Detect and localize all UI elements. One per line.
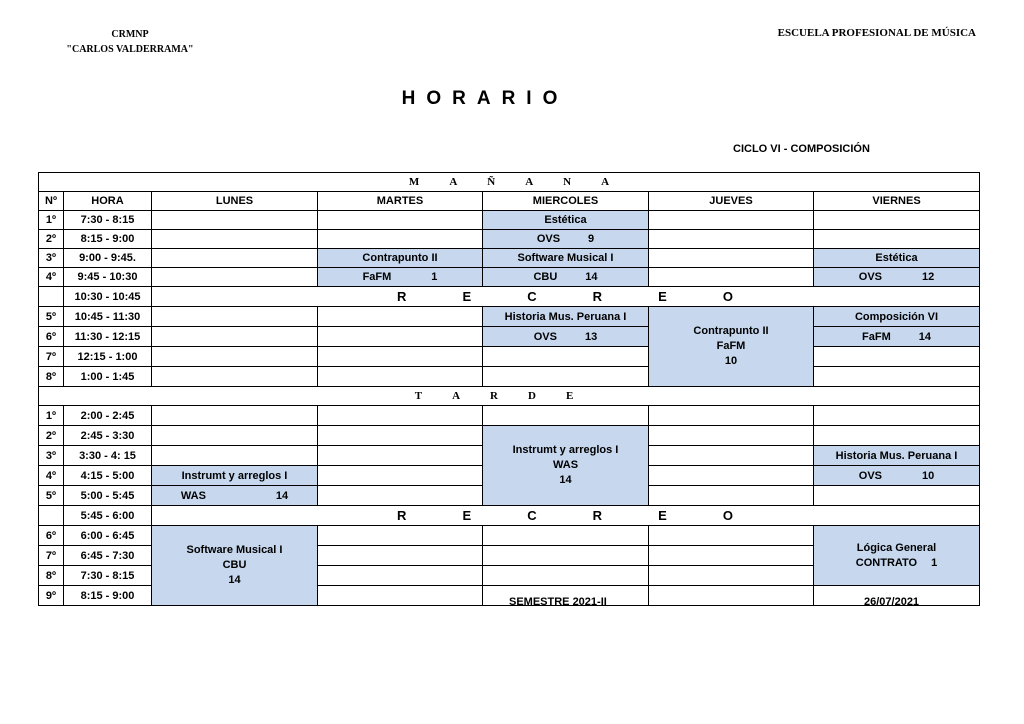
band-letter: R — [490, 390, 498, 402]
course-contrapunto-mar-name: Contrapunto II — [318, 249, 483, 268]
empty-cell — [814, 426, 980, 446]
empty-cell — [152, 446, 318, 466]
empty-cell — [814, 406, 980, 426]
tarde-letters — [39, 390, 980, 402]
recreo-row — [39, 287, 980, 307]
course-software-mie-detail — [483, 268, 649, 287]
row-number: 9º — [39, 586, 64, 606]
course-estetica-vie-detail — [814, 268, 980, 287]
org-name — [0, 27, 260, 57]
recreo-letter: E — [462, 289, 472, 304]
empty-cell — [814, 211, 980, 230]
col-header-miercoles: MIERCOLES — [483, 192, 649, 211]
row-number: 5º — [39, 307, 64, 327]
empty-cell — [318, 566, 483, 586]
row-number: 3º — [39, 446, 64, 466]
row-hora: 1:00 - 1:45 — [64, 367, 152, 387]
empty-cell — [318, 446, 483, 466]
course-teacher: FaFM — [716, 340, 746, 352]
empty-cell — [318, 426, 483, 446]
row-number: 3º — [39, 249, 64, 268]
course-room: 14 — [559, 474, 572, 486]
row-number: 6º — [39, 327, 64, 347]
manana-band — [39, 173, 980, 192]
row-hora: 5:45 - 6:00 — [64, 506, 152, 526]
ciclo-label: CICLO VI - COMPOSICIÓN — [733, 143, 870, 155]
course-historia-mie-name: Historia Mus. Peruana I — [483, 307, 649, 327]
row-hora: 2:00 - 2:45 — [64, 406, 152, 426]
table-row — [39, 526, 980, 546]
tarde-band — [39, 387, 980, 406]
row-number: 7º — [39, 347, 64, 367]
row-hora: 9:45 - 10:30 — [64, 268, 152, 287]
course-instrumt-mie — [483, 426, 649, 506]
course-estetica-mie-name: Estética — [483, 211, 649, 230]
table-row — [39, 426, 980, 446]
school-name: ESCUELA PROFESIONAL DE MÚSICA — [777, 27, 976, 39]
band-letter: A — [601, 176, 610, 188]
empty-cell — [318, 546, 483, 566]
course-room: 1 — [431, 271, 438, 283]
course-teacher: OVS — [858, 271, 882, 283]
empty-cell — [649, 486, 814, 506]
empty-cell — [649, 249, 814, 268]
band-letter: N — [563, 176, 572, 188]
empty-cell — [649, 230, 814, 249]
row-hora: 7:30 - 8:15 — [64, 211, 152, 230]
course-room: 13 — [584, 330, 598, 343]
col-header-hora: HORA — [64, 192, 152, 211]
row-number: 7º — [39, 546, 64, 566]
empty-cell — [152, 426, 318, 446]
recreo-letter: E — [658, 508, 667, 523]
page-title: HORARIO — [401, 88, 569, 109]
band-letter: Ñ — [487, 176, 496, 188]
recreo-letter: O — [722, 508, 733, 523]
empty-cell — [649, 406, 814, 426]
table-row — [39, 327, 980, 347]
course-instrumt-lun-name: Instrumt y arreglos I — [152, 466, 318, 486]
empty-cell — [814, 486, 980, 506]
band-letter: T — [414, 390, 423, 402]
empty-cell — [318, 211, 483, 230]
course-teacher: WAS — [180, 489, 206, 502]
empty-cell — [152, 406, 318, 426]
empty-cell — [483, 526, 649, 546]
empty-cell — [152, 268, 318, 287]
row-number: 8º — [39, 367, 64, 387]
course-name: Instrumt y arreglos I — [512, 444, 619, 456]
course-historia-vie-name: Historia Mus. Peruana I — [814, 446, 980, 466]
course-estetica-mie-detail — [483, 230, 649, 249]
course-name: Contrapunto II — [693, 325, 769, 337]
empty-cell — [649, 586, 814, 606]
empty-cell — [814, 230, 980, 249]
empty-cell — [318, 406, 483, 426]
table-row — [39, 268, 980, 287]
org-line2: "CARLOS VALDERRAMA" — [66, 44, 194, 55]
row-number: 1º — [39, 406, 64, 426]
course-room: 10 — [724, 355, 738, 367]
course-teacher: OVS — [533, 330, 557, 343]
manana-letters — [39, 176, 979, 188]
col-header-jueves: JUEVES — [649, 192, 814, 211]
empty-cell — [318, 367, 483, 387]
row-hora: 10:30 - 10:45 — [64, 287, 152, 307]
recreo-letter: O — [722, 289, 733, 304]
recreo-letter: R — [397, 289, 407, 304]
empty-cell — [483, 406, 649, 426]
empty-cell — [483, 566, 649, 586]
recreo-cell — [152, 506, 980, 526]
empty-cell — [318, 327, 483, 347]
row-hora: 2:45 - 3:30 — [64, 426, 152, 446]
empty-cell — [649, 466, 814, 486]
course-teacher: CBU — [222, 559, 247, 571]
empty-cell — [152, 347, 318, 367]
course-room: 10 — [922, 469, 935, 482]
recreo-letter: R — [592, 289, 603, 304]
course-teacher: OVS — [536, 233, 561, 245]
course-teacher: CBU — [533, 271, 558, 283]
empty-cell — [152, 367, 318, 387]
course-room: 14 — [275, 489, 289, 502]
course-name: Lógica General — [856, 541, 937, 554]
course-estetica-vie-name: Estética — [814, 249, 980, 268]
empty-cell — [649, 526, 814, 546]
row-hora: 6:00 - 6:45 — [64, 526, 152, 546]
course-instrumt-lun-detail — [152, 486, 318, 506]
course-software-lun — [152, 526, 318, 606]
empty-cell — [649, 268, 814, 287]
empty-cell — [649, 426, 814, 446]
row-hora: 10:45 - 11:30 — [64, 307, 152, 327]
course-room: 14 — [918, 330, 931, 343]
course-name: Software Musical I — [186, 544, 283, 556]
empty-cell — [483, 347, 649, 367]
recreo-letter: C — [527, 289, 537, 304]
empty-cell — [649, 566, 814, 586]
band-letter: A — [449, 176, 458, 188]
course-room: 1 — [931, 556, 938, 569]
empty-cell — [152, 230, 318, 249]
course-historia-vie-detail — [814, 466, 980, 486]
row-hora: 9:00 - 9:45. — [64, 249, 152, 268]
row-hora: 4:15 - 5:00 — [64, 466, 152, 486]
date-label: 26/07/2021 — [864, 596, 920, 608]
row-hora: 5:00 - 5:45 — [64, 486, 152, 506]
recreo-letter: R — [592, 508, 603, 523]
row-number: 4º — [39, 466, 64, 486]
empty-cell — [649, 446, 814, 466]
empty-cell — [152, 327, 318, 347]
row-number — [39, 506, 64, 526]
course-room: 14 — [585, 271, 598, 283]
row-number: 6º — [39, 526, 64, 546]
empty-cell — [152, 307, 318, 327]
table-row — [39, 230, 980, 249]
empty-cell — [318, 347, 483, 367]
course-contrapunto-mar-detail — [318, 268, 483, 287]
band-letter: E — [565, 390, 574, 402]
course-historia-mie-detail — [483, 327, 649, 347]
course-composicion-vie-detail — [814, 327, 980, 347]
empty-cell — [649, 546, 814, 566]
row-number: 1º — [39, 211, 64, 230]
row-hora: 8:15 - 9:00 — [64, 586, 152, 606]
table-row — [39, 211, 980, 230]
semestre-label: SEMESTRE 2021-II — [509, 596, 607, 608]
row-number: 2º — [39, 230, 64, 249]
course-teacher: OVS — [858, 469, 882, 482]
course-teacher: FaFM — [362, 271, 392, 283]
recreo-letter: R — [397, 508, 407, 523]
schedule-table — [38, 172, 980, 606]
col-header-martes: MARTES — [318, 192, 483, 211]
row-number: 4º — [39, 268, 64, 287]
recreo-letter: C — [527, 508, 537, 523]
empty-cell — [152, 211, 318, 230]
table-row — [39, 367, 980, 387]
course-logica-vie — [814, 526, 980, 586]
row-number: 2º — [39, 426, 64, 446]
manana-band-row — [39, 173, 980, 192]
empty-cell — [483, 367, 649, 387]
course-teacher: FaFM — [862, 330, 891, 343]
course-room: 14 — [228, 574, 241, 586]
band-letter: M — [408, 176, 420, 188]
row-hora: 3:30 - 4: 15 — [64, 446, 152, 466]
row-hora: 12:15 - 1:00 — [64, 347, 152, 367]
course-contrapunto-jue — [649, 307, 814, 387]
band-letter: A — [525, 176, 534, 188]
course-detail — [814, 556, 979, 571]
table-row — [39, 347, 980, 367]
org-line1: CRMNP — [111, 29, 149, 40]
header-row — [39, 192, 980, 211]
table-row — [39, 406, 980, 426]
course-room: 12 — [922, 271, 935, 283]
empty-cell — [318, 230, 483, 249]
empty-cell — [483, 546, 649, 566]
row-hora: 6:45 - 7:30 — [64, 546, 152, 566]
empty-cell — [318, 526, 483, 546]
recreo-row — [39, 506, 980, 526]
row-hora: 7:30 - 8:15 — [64, 566, 152, 586]
recreo-cell — [152, 287, 980, 307]
row-number: 5º — [39, 486, 64, 506]
recreo-letter: E — [658, 289, 667, 304]
row-hora: 11:30 - 12:15 — [64, 327, 152, 347]
course-software-mie-name: Software Musical I — [483, 249, 649, 268]
course-teacher: WAS — [552, 459, 579, 471]
table-row — [39, 307, 980, 327]
empty-cell — [152, 249, 318, 268]
empty-cell — [318, 307, 483, 327]
empty-cell — [318, 466, 483, 486]
band-letter: D — [527, 390, 536, 402]
col-header-lunes: LUNES — [152, 192, 318, 211]
course-composicion-vie-name: Composición VI — [814, 307, 980, 327]
row-number — [39, 287, 64, 307]
empty-cell — [649, 211, 814, 230]
tarde-band-row — [39, 387, 980, 406]
course-room: 9 — [588, 233, 595, 245]
band-letter: A — [452, 390, 461, 402]
row-number: 8º — [39, 566, 64, 586]
empty-cell — [814, 367, 980, 387]
empty-cell — [318, 486, 483, 506]
recreo-letter: E — [462, 508, 472, 523]
col-header-viernes: VIERNES — [814, 192, 980, 211]
empty-cell — [318, 586, 483, 606]
empty-cell — [814, 347, 980, 367]
table-row — [39, 249, 980, 268]
col-header-n: Nº — [39, 192, 64, 211]
course-teacher: CONTRATO — [855, 556, 918, 569]
row-hora: 8:15 - 9:00 — [64, 230, 152, 249]
